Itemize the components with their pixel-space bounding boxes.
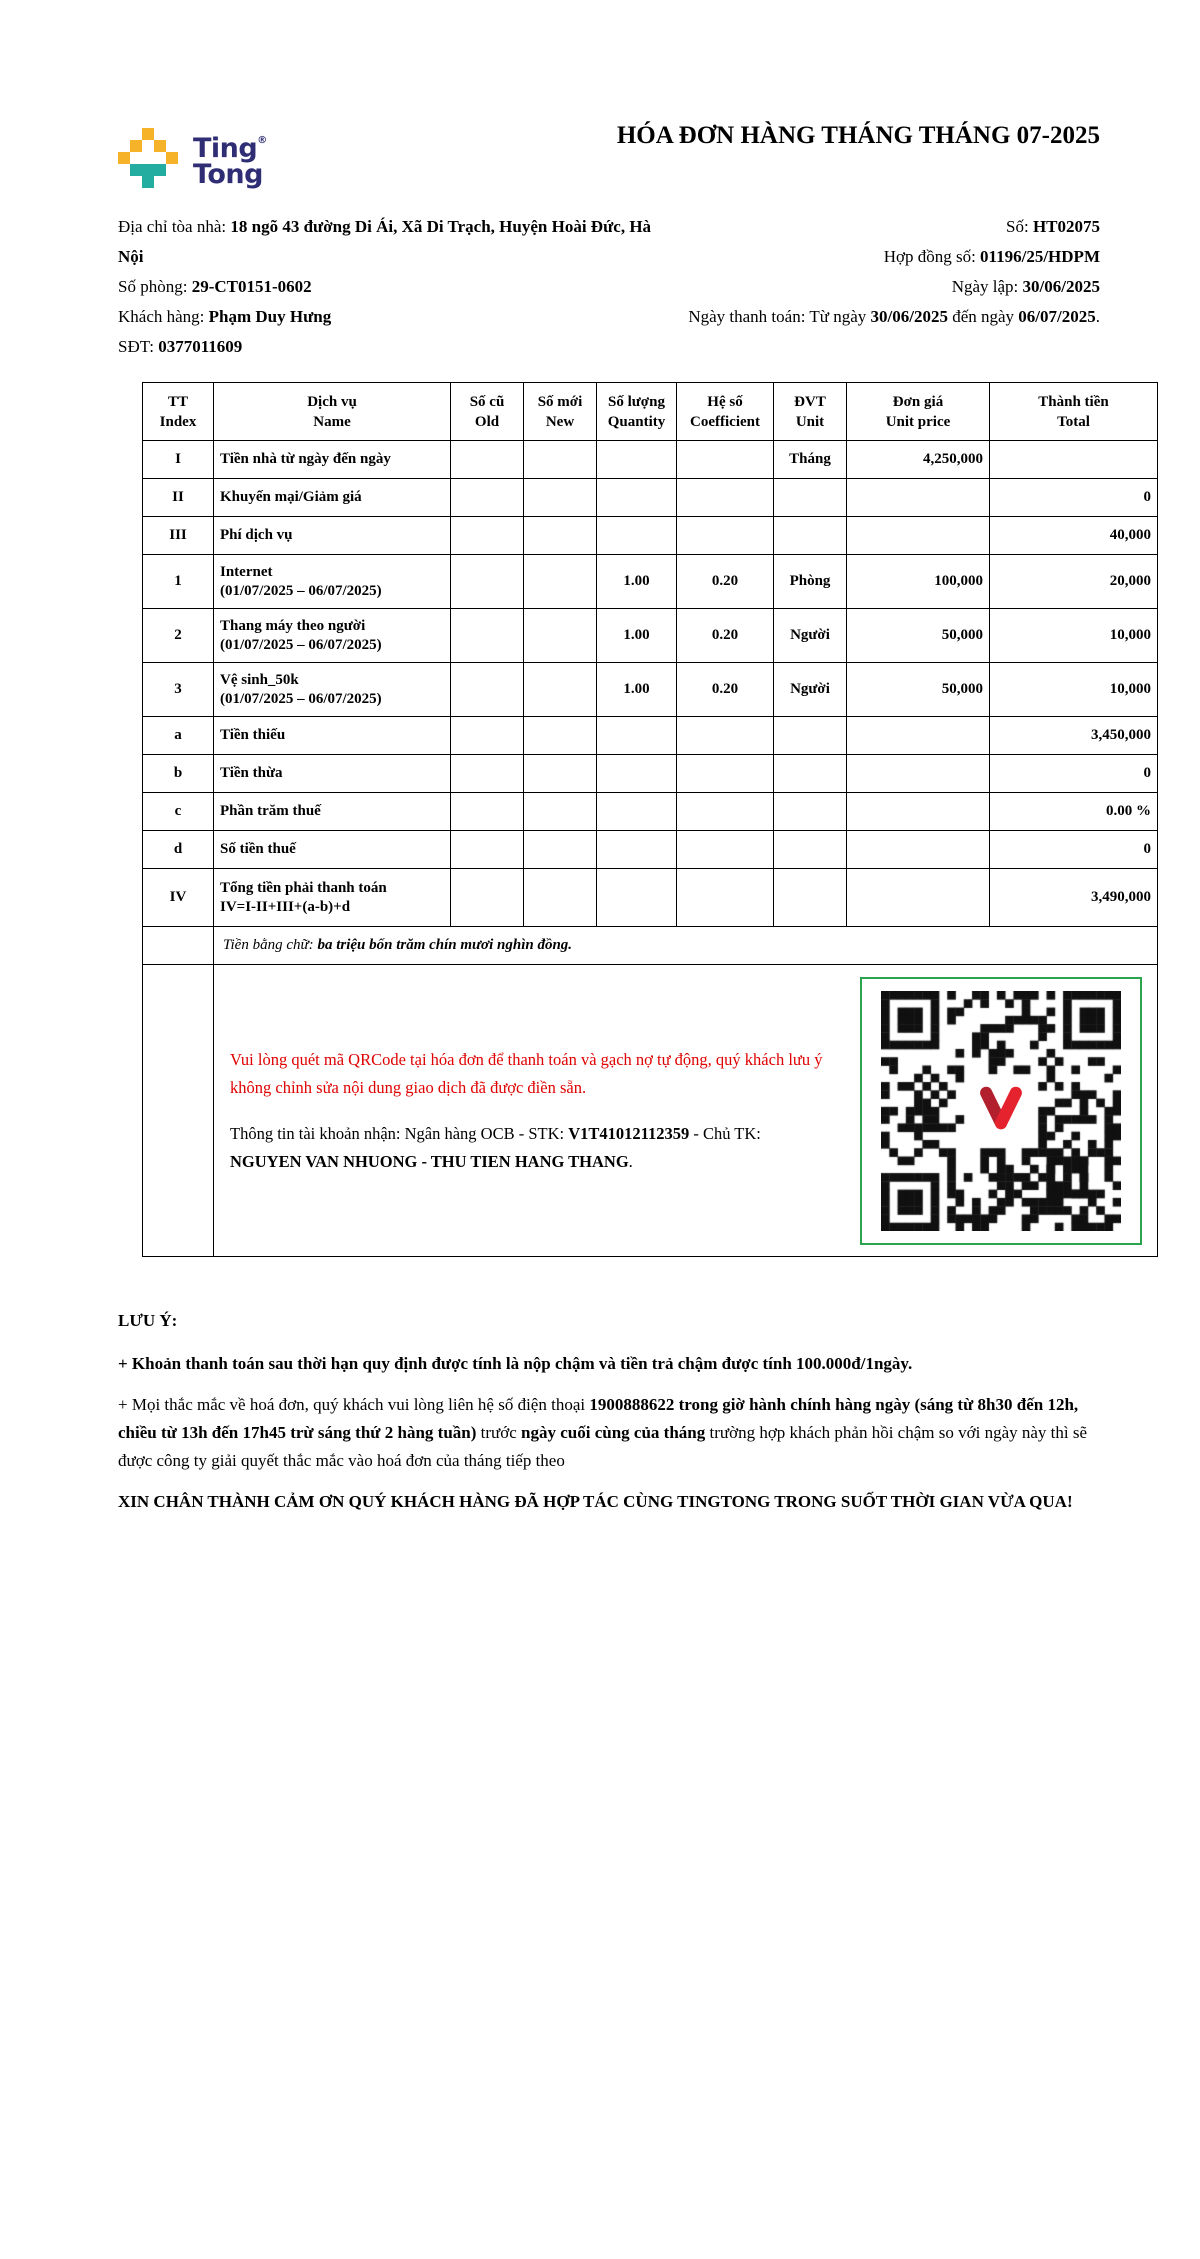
cell-new [524, 441, 597, 479]
cell-service-name: Vệ sinh_50k (01/07/2025 – 06/07/2025) [214, 663, 451, 717]
column-header: Số lượng Quantity [597, 383, 677, 441]
table-header [143, 383, 1158, 441]
cell-service-name: Tiền thừa [214, 755, 451, 793]
cell-service-name: Phần trăm thuế [214, 793, 451, 831]
cell-unit-price: 100,000 [847, 555, 990, 609]
cell-old [451, 441, 524, 479]
qr-code [860, 977, 1142, 1245]
qr-v-logo-icon [974, 1084, 1028, 1134]
charges-table [142, 382, 1158, 1257]
column-header: Hệ số Coefficient [677, 383, 774, 441]
cell-coefficient [677, 479, 774, 517]
payment-cell [214, 965, 1158, 1257]
header-row [143, 383, 1158, 441]
payment-row [143, 965, 1158, 1257]
cell-index: b [143, 755, 214, 793]
cell-coefficient [677, 831, 774, 869]
cell-quantity: 1.00 [597, 663, 677, 717]
cell-new [524, 869, 597, 927]
table-row [143, 441, 1158, 479]
cell-new [524, 717, 597, 755]
cell-quantity [597, 441, 677, 479]
invoice-footer [118, 1307, 1100, 1516]
cell-old [451, 831, 524, 869]
cell-quantity [597, 793, 677, 831]
cell-coefficient: 0.20 [677, 555, 774, 609]
cell-new [524, 517, 597, 555]
cell-index: III [143, 517, 214, 555]
cell-unit [774, 831, 847, 869]
notes-list [118, 1350, 1100, 1475]
cell-service-name: Tiền thiếu [214, 717, 451, 755]
cell-unit: Phòng [774, 555, 847, 609]
cell-total: 3,490,000 [990, 869, 1158, 927]
notes-heading: LƯU Ý: [118, 1311, 178, 1330]
cell-total: 0.00 % [990, 793, 1158, 831]
cell-coefficient [677, 517, 774, 555]
cell-old [451, 793, 524, 831]
amount-in-words-row [143, 927, 1158, 965]
table-row [143, 663, 1158, 717]
qr-instruction-text: Vui lòng quét mã QRCode tại hóa đơn để thanh toán và gạch nợ tự động, quý khách lưu ý không chỉnh sửa nội dung giao dịch đã được điền sẵn. [230, 1049, 823, 1097]
column-header: Số cũ Old [451, 383, 524, 441]
cell-unit-price [847, 717, 990, 755]
cell-coefficient [677, 793, 774, 831]
brand-line1: Ting [193, 133, 258, 164]
cell-new [524, 831, 597, 869]
cell-total: 10,000 [990, 663, 1158, 717]
cell-coefficient: 0.20 [677, 609, 774, 663]
tingtong-logo-icon [118, 128, 178, 188]
cell-unit-price [847, 479, 990, 517]
tingtong-logo [118, 128, 267, 188]
cell-idx-empty [143, 927, 214, 965]
table-body [143, 441, 1158, 1257]
column-header: Dịch vụ Name [214, 383, 451, 441]
cell-idx-empty [143, 965, 214, 1257]
cell-index: II [143, 479, 214, 517]
cell-unit [774, 793, 847, 831]
cell-total: 0 [990, 755, 1158, 793]
cell-total: 0 [990, 831, 1158, 869]
column-header: Đơn giá Unit price [847, 383, 990, 441]
cell-unit [774, 717, 847, 755]
cell-old [451, 517, 524, 555]
cell-unit-price [847, 869, 990, 927]
cell-quantity: 1.00 [597, 555, 677, 609]
cell-unit [774, 517, 847, 555]
cell-quantity [597, 869, 677, 927]
amount-in-words: Tiền bằng chữ: ba triệu bốn trăm chín mươi nghìn đồng. [214, 927, 1158, 965]
info-line: Ngày thanh toán: Từ ngày 30/06/2025 đến ngày 06/07/2025. [688, 307, 1100, 326]
cell-unit [774, 479, 847, 517]
cell-service-name: Khuyến mại/Giảm giá [214, 479, 451, 517]
table-row [143, 831, 1158, 869]
cell-new [524, 663, 597, 717]
cell-service-name: Số tiền thuế [214, 831, 451, 869]
cell-index: 3 [143, 663, 214, 717]
column-header: Thành tiền Total [990, 383, 1158, 441]
cell-service-name: Tổng tiền phải thanh toán IV=I-II+III+(a-b)+d [214, 869, 451, 927]
cell-total: 3,450,000 [990, 717, 1158, 755]
column-header: TT Index [143, 383, 214, 441]
cell-old [451, 717, 524, 755]
invoice-header [118, 112, 1100, 188]
cell-unit-price [847, 831, 990, 869]
cell-old [451, 869, 524, 927]
table-row [143, 517, 1158, 555]
invoice-info [118, 212, 1100, 362]
table-row [143, 479, 1158, 517]
tingtong-logo-text [193, 128, 267, 188]
cell-unit [774, 869, 847, 927]
table-row [143, 555, 1158, 609]
customer-info [118, 212, 658, 362]
cell-unit: Tháng [774, 441, 847, 479]
cell-index: a [143, 717, 214, 755]
cell-unit-price [847, 755, 990, 793]
cell-unit: Người [774, 609, 847, 663]
cell-quantity [597, 831, 677, 869]
cell-unit: Người [774, 663, 847, 717]
cell-index: I [143, 441, 214, 479]
info-line: Số phòng: 29-CT0151-0602 [118, 277, 312, 296]
cell-unit-price [847, 517, 990, 555]
table-row [143, 869, 1158, 927]
column-header: ĐVT Unit [774, 383, 847, 441]
cell-unit-price [847, 793, 990, 831]
info-line: Khách hàng: Phạm Duy Hưng [118, 307, 332, 326]
cell-quantity [597, 479, 677, 517]
invoice-meta [658, 212, 1100, 362]
cell-new [524, 793, 597, 831]
cell-total: 20,000 [990, 555, 1158, 609]
cell-quantity [597, 517, 677, 555]
cell-new [524, 609, 597, 663]
cell-quantity: 1.00 [597, 609, 677, 663]
table-row [143, 609, 1158, 663]
cell-total: 40,000 [990, 517, 1158, 555]
cell-coefficient [677, 755, 774, 793]
info-line: SĐT: 0377011609 [118, 337, 243, 356]
info-line: Địa chỉ tòa nhà: 18 ngõ 43 đường Di Ái, Xã Di Trạch, Huyện Hoài Đức, Hà Nội [118, 217, 652, 266]
cell-old [451, 555, 524, 609]
info-line: Số: HT02075 [1006, 217, 1100, 236]
cell-total: 0 [990, 479, 1158, 517]
cell-coefficient [677, 441, 774, 479]
payment-instructions [220, 1046, 860, 1176]
cell-index: 1 [143, 555, 214, 609]
cell-service-name: Internet (01/07/2025 – 06/07/2025) [214, 555, 451, 609]
registered-mark: ® [257, 135, 267, 146]
cell-unit-price: 50,000 [847, 663, 990, 717]
cell-quantity [597, 717, 677, 755]
cell-index: d [143, 831, 214, 869]
cell-old [451, 663, 524, 717]
cell-unit-price: 4,250,000 [847, 441, 990, 479]
invoice-title: HÓA ĐƠN HÀNG THÁNG THÁNG 07-2025 [616, 122, 1100, 149]
cell-service-name: Tiền nhà từ ngày đến ngày [214, 441, 451, 479]
cell-index: c [143, 793, 214, 831]
bank-account-info: Thông tin tài khoản nhận: Ngân hàng OCB - STK: V1T41012112359 - Chủ TK: NGUYEN VAN NHUONG - THU TIEN HANG THANG. [230, 1123, 761, 1171]
cell-total: 10,000 [990, 609, 1158, 663]
note-paragraph: + Mọi thắc mắc về hoá đơn, quý khách vui lòng liên hệ số điện thoại 1900888622 trong giờ hành chính hàng ngày (sáng từ 8h30 đến 12h, chiều từ 13h đến 17h45 trừ sáng thứ 2 hàng tuần) trước ngày cuối cùng của tháng trường hợp khách phản hồi chậm so với ngày này thì sẽ được công ty giải quyết thắc mắc vào hoá đơn của tháng tiếp theo [118, 1395, 1088, 1470]
cell-coefficient: 0.20 [677, 663, 774, 717]
thanks-note: XIN CHÂN THÀNH CẢM ƠN QUÝ KHÁCH HÀNG ĐÃ HỢP TÁC CÙNG TINGTONG TRONG SUỐT THỜI GIAN VỪA QUA! [118, 1492, 1073, 1511]
cell-total [990, 441, 1158, 479]
cell-old [451, 755, 524, 793]
cell-new [524, 755, 597, 793]
brand-line2: Tong [193, 159, 263, 190]
cell-new [524, 479, 597, 517]
table-row [143, 717, 1158, 755]
cell-old [451, 609, 524, 663]
note-paragraph: + Khoản thanh toán sau thời hạn quy định được tính là nộp chậm và tiền trả chậm được tính 100.000đ/1ngày. [118, 1354, 913, 1373]
info-line: Ngày lập: 30/06/2025 [951, 277, 1100, 296]
cell-index: 2 [143, 609, 214, 663]
cell-old [451, 479, 524, 517]
cell-coefficient [677, 869, 774, 927]
cell-service-name: Phí dịch vụ [214, 517, 451, 555]
table-row [143, 755, 1158, 793]
cell-service-name: Thang máy theo người (01/07/2025 – 06/07/2025) [214, 609, 451, 663]
cell-new [524, 555, 597, 609]
cell-coefficient [677, 717, 774, 755]
cell-unit [774, 755, 847, 793]
table-row [143, 793, 1158, 831]
info-line: Hợp đồng số: 01196/25/HDPM [883, 247, 1100, 266]
cell-index: IV [143, 869, 214, 927]
cell-unit-price: 50,000 [847, 609, 990, 663]
column-header: Số mới New [524, 383, 597, 441]
cell-quantity [597, 755, 677, 793]
